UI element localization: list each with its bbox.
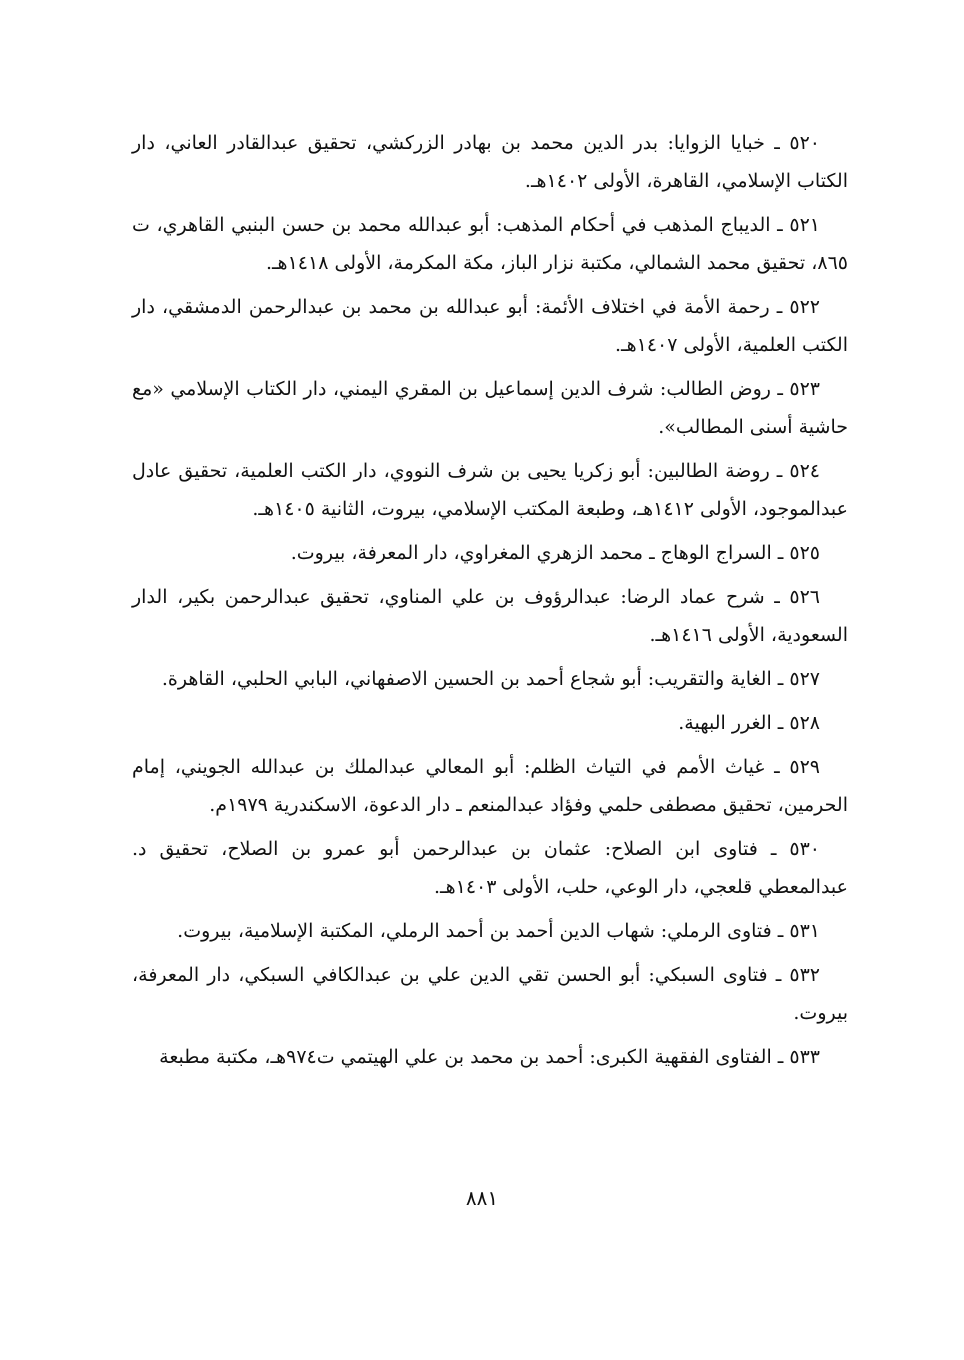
bibliography-list bbox=[132, 124, 848, 1082]
bibliography-entry-525: ٥٢٥ ـ السراج الوهاج ـ محمد الزهري المغراوي، دار المعرفة، بيروت. bbox=[290, 542, 820, 564]
bibliography-entry-526: ٥٢٦ ـ شرح عماد الرضا: عبدالرؤوف بن علي المناوي، تحقيق عبدالرحمن بكير، الدار السعودية، الأولى ١٤١٦هـ. bbox=[132, 586, 848, 646]
bibliography-entry-521: ٥٢١ ـ الديباج المذهب في أحكام المذهب: أبو عبدالله محمد بن حسن البنبي القاهري، ت ٨٦٥، تحقيق محمد الشمالي، مكتبة نزار الباز، مكة المكرمة، الأولى ١٤١٨هـ. bbox=[132, 214, 848, 274]
bibliography-entry-529: ٥٢٩ ـ غياث الأمم في التياث الظلم: أبو المعالي عبدالملك بن عبدالله الجويني، إمام الحرمين، تحقيق مصطفى حلمي وفؤاد عبدالمنعم ـ دار الدعوة، الاسكندرية ١٩٧٩م. bbox=[132, 756, 848, 816]
page-number: ٨٨١ bbox=[465, 1186, 499, 1210]
bibliography-entry-527: ٥٢٧ ـ الغاية والتقريب: أبو شجاع أحمد بن الحسين الاصفهاني، البابي الحلبي، القاهرة. bbox=[161, 668, 820, 690]
bibliography-entry-532: ٥٣٢ ـ فتاوى السبكي: أبو الحسن تقي الدين علي بن عبدالكافي السبكي، دار المعرفة، بيروت. bbox=[132, 964, 848, 1024]
bibliography-entry-524: ٥٢٤ ـ روضة الطالبين: أبو زكريا يحيى بن شرف النووي، دار الكتب العلمية، تحقيق عادل عبدالموجود، الأولى ١٤١٢هـ، وطبعة المكتب الإسلامي، بيروت، الثانية ١٤٠٥هـ. bbox=[132, 460, 848, 520]
bibliography-entry-528: ٥٢٨ ـ الغرر البهية. bbox=[678, 712, 820, 734]
bibliography-entry-523: ٥٢٣ ـ روض الطالب: شرف الدين إسماعيل بن المقري اليمني، دار الكتاب الإسلامي «مع حاشية أسنى المطالب». bbox=[132, 378, 848, 438]
bibliography-entry-533: ٥٣٣ ـ الفتاوى الفقهية الكبرى: أحمد بن محمد بن علي الهيتمي ت٩٧٤هـ، مكتبة مطبعة bbox=[159, 1046, 820, 1068]
bibliography-entry-520: ٥٢٠ ـ خبايا الزوايا: بدر الدين محمد بن بهادر الزركشي، تحقيق عبدالقادر العاني، دار الكتاب الإسلامي، القاهرة، الأولى ١٤٠٢هـ. bbox=[132, 132, 848, 192]
bibliography-entry-522: ٥٢٢ ـ رحمة الأمة في اختلاف الأئمة: أبو عبدالله بن محمد بن عبدالرحمن الدمشقي، دار الكتب العلمية، الأولى ١٤٠٧هـ. bbox=[132, 296, 848, 356]
bibliography-entry-530: ٥٣٠ ـ فتاوى ابن الصلاح: عثمان بن عبدالرحمن أبو عمرو بن الصلاح، تحقيق د. عبدالمعطي قلعجي، دار الوعي، حلب، الأولى ١٤٠٣هـ. bbox=[132, 838, 848, 898]
bibliography-entry-531: ٥٣١ ـ فتاوى الرملي: شهاب الدين أحمد بن أحمد الرملي، المكتبة الإسلامية، بيروت. bbox=[177, 920, 820, 942]
